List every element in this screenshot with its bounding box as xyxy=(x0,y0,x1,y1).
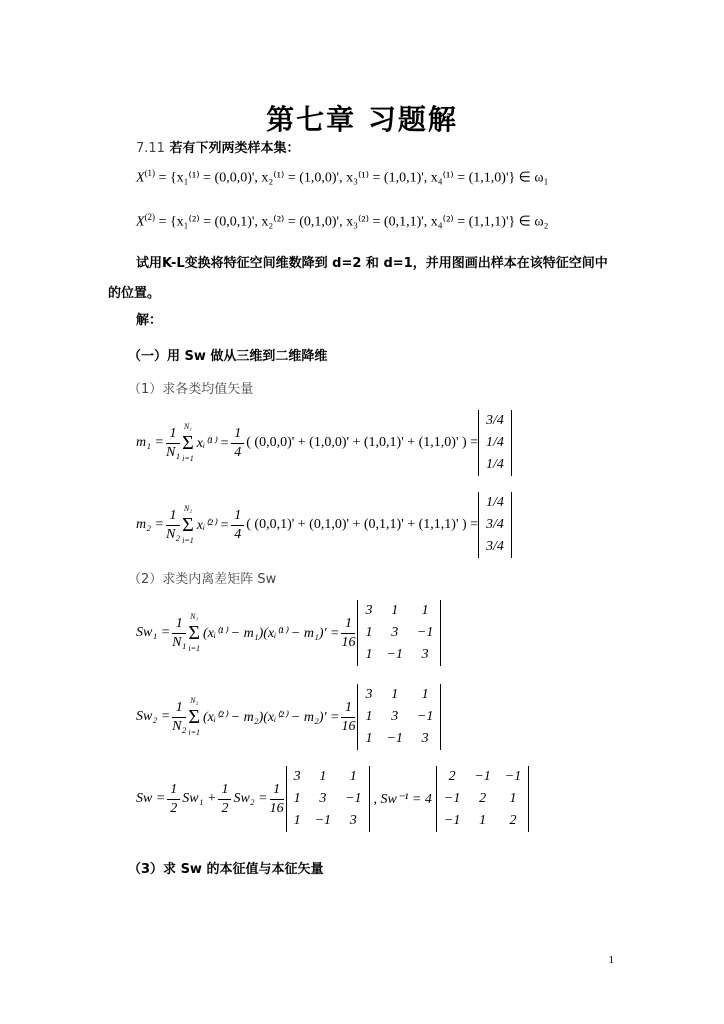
m1-sum-body: xᵢ⁽¹⁾ = xyxy=(196,435,230,451)
part1-heading: （一）用 Sw 做从三维到二维降维 xyxy=(128,349,328,364)
sw-inverse-matrix xyxy=(436,766,529,832)
sw1-lhs: Sw₁ = xyxy=(136,625,171,640)
swi-m11: 2 xyxy=(479,791,487,806)
m1-result-1: 1/4 xyxy=(486,435,504,450)
problem-statement: 若有下列两类样本集： xyxy=(169,141,300,156)
set2-sup: (2) xyxy=(144,212,156,222)
set2-lhs: X xyxy=(136,214,145,230)
m2-result-2: 3/4 xyxy=(486,539,504,554)
sw1-coef xyxy=(172,615,186,652)
sw2-m21: −1 xyxy=(386,731,403,746)
swi-m02: −1 xyxy=(504,769,522,784)
m2-sum: N₂ Σ i=1 xyxy=(182,504,194,545)
sw1-frac xyxy=(341,615,355,652)
m2-coef-num: 1 xyxy=(166,507,180,526)
m1-result-vector xyxy=(478,410,512,476)
m1-coef-num: 1 xyxy=(166,425,180,444)
sw1-sum-bottom: i=1 xyxy=(188,644,200,653)
sw2-coef xyxy=(172,699,186,736)
sw1-coef-den: N₁ xyxy=(172,634,187,650)
sw-m00: 3 xyxy=(293,769,301,784)
sw2-sum-top: N₂ xyxy=(190,696,199,705)
m2-frac-den: 4 xyxy=(234,526,242,542)
sw1-m21: −1 xyxy=(386,647,403,662)
sw2-m20: 1 xyxy=(365,731,373,746)
m2-sum-top: N₂ xyxy=(183,504,193,513)
swi-m10: −1 xyxy=(443,791,461,806)
m2-lhs: m₂ = xyxy=(136,517,164,532)
m1-result-2: 1/4 xyxy=(486,457,504,472)
m2-vectors: ( (0,0,1)' + (0,1,0)' + (0,1,1)' + (1,1,1)' ) = xyxy=(246,517,479,532)
sw-lhs: Sw = xyxy=(136,791,166,806)
sw2-lhs: Sw₂ = xyxy=(136,709,171,724)
sw1-m22: 3 xyxy=(421,647,429,662)
sw2-m02: 1 xyxy=(421,687,429,702)
m1-sum: N₁ Σ i=1 xyxy=(182,422,194,463)
sw-m12: −1 xyxy=(345,791,362,806)
set2-body: = {x₁⁽²⁾ = (0,0,1)', x₂⁽²⁾ = (0,1,0)', x₃⁽²⁾ = (0,1,1)', x₄⁽²⁾ = (1,1,1)'} ∈ ω₂ xyxy=(155,214,549,230)
sw1-sum-top: N₁ xyxy=(190,612,199,621)
sw1-coef-num: 1 xyxy=(172,615,186,634)
m1-frac-num: 1 xyxy=(231,425,244,444)
sw1-m20: 1 xyxy=(365,647,373,662)
sw-half-2-num: 1 xyxy=(218,781,231,800)
sw2-coef-den: N₂ xyxy=(172,718,187,734)
sw2-sum: N₂ Σ i=1 xyxy=(188,696,201,737)
scatter-matrix-sw xyxy=(136,766,529,832)
sw-frac-den: 16 xyxy=(269,800,284,816)
sw2-coef-num: 1 xyxy=(172,699,186,718)
m1-sum-bottom: i=1 xyxy=(182,454,194,463)
m1-result-0: 3/4 xyxy=(486,413,504,428)
problem-number: 7.11 xyxy=(136,141,165,156)
swi-m01: −1 xyxy=(474,769,491,784)
sw2-m10: 1 xyxy=(365,709,373,724)
sw1-m10: 1 xyxy=(365,625,373,640)
sw1-m00: 3 xyxy=(365,603,373,618)
m1-frac xyxy=(231,425,244,462)
sw-m02: 1 xyxy=(349,769,357,784)
task-line-2: 的位置。 xyxy=(108,286,161,301)
scatter-matrix-sw1 xyxy=(136,600,441,666)
page-number: 1 xyxy=(608,954,614,966)
sw1-m12: −1 xyxy=(416,625,434,640)
sw-m01: 1 xyxy=(319,769,327,784)
m2-sum-body: xᵢ⁽²⁾ = xyxy=(196,517,230,533)
sw2-matrix xyxy=(357,684,441,750)
step2-heading: （2）求类内离差矩阵 Sw xyxy=(128,572,277,587)
problem-header xyxy=(136,137,300,156)
mean-vector-m2 xyxy=(136,492,512,558)
sw2-frac-den: 16 xyxy=(341,718,356,734)
sw-term2: Sw₂ = xyxy=(233,791,268,806)
m2-sum-bottom: i=1 xyxy=(182,536,194,545)
set1-lhs: X xyxy=(136,170,145,186)
sw1-m02: 1 xyxy=(421,603,429,618)
set1-body: = {x₁⁽¹⁾ = (0,0,0)', x₂⁽¹⁾ = (1,0,0)', x₃⁽¹⁾ = (1,0,1)', x₄⁽¹⁾ = (1,1,0)'} ∈ ω₁ xyxy=(155,170,549,186)
step3-heading: （3）求 Sw 的本征值与本征矢量 xyxy=(128,862,324,877)
m2-result-1: 3/4 xyxy=(486,517,504,532)
sw1-sum: N₁ Σ i=1 xyxy=(188,612,201,653)
m1-vectors: ( (0,0,0)' + (1,0,0)' + (1,0,1)' + (1,1,0)' ) = xyxy=(246,435,479,450)
m1-coef xyxy=(166,425,180,462)
sw2-frac-num: 1 xyxy=(341,699,355,718)
sw-m10: 1 xyxy=(293,791,301,806)
sw-m22: 3 xyxy=(349,813,357,828)
sw2-body: (xᵢ⁽²⁾ − m₂)(xᵢ⁽²⁾ − m₂)' = xyxy=(203,709,340,725)
sw2-sum-bottom: i=1 xyxy=(188,728,200,737)
m1-lhs: m₁ = xyxy=(136,435,164,450)
sw1-m11: 3 xyxy=(391,625,399,640)
sw-term1: Sw₁ + xyxy=(182,791,217,806)
swi-m20: −1 xyxy=(443,813,461,828)
sw-matrix xyxy=(286,766,370,832)
sw1-frac-num: 1 xyxy=(341,615,355,634)
sw1-frac-den: 16 xyxy=(341,634,356,650)
mean-vector-m1 xyxy=(136,410,512,476)
sw-m21: −1 xyxy=(314,813,332,828)
step1-heading: （1）求各类均值矢量 xyxy=(128,382,254,397)
scatter-matrix-sw2 xyxy=(136,684,441,750)
sw2-m22: 3 xyxy=(421,731,429,746)
sw-half-1-num: 1 xyxy=(167,781,180,800)
m2-frac xyxy=(231,507,244,544)
sample-set-1 xyxy=(136,168,548,187)
sw-half-1-den: 2 xyxy=(170,800,178,816)
sample-set-2 xyxy=(136,212,548,231)
m1-frac-den: 4 xyxy=(234,444,242,460)
m1-sum-top: N₁ xyxy=(183,422,193,431)
sw2-m12: −1 xyxy=(416,709,434,724)
m2-result-vector xyxy=(478,492,512,558)
task-line-1: 试用K-L变换将特征空间维数降到 d=2 和 d=1，并用图画出样本在该特征空间中 xyxy=(136,256,608,271)
m2-coef xyxy=(166,507,180,544)
sw-half-1 xyxy=(167,781,180,818)
sw-half-2 xyxy=(218,781,231,818)
sw-inv-lhs: , Sw⁻¹ = 4 xyxy=(373,791,432,807)
swi-m12: 1 xyxy=(509,791,517,806)
sw1-matrix xyxy=(357,600,441,666)
sw-m20: 1 xyxy=(293,813,301,828)
m1-coef-den: N₁ xyxy=(165,444,181,460)
sw-half-2-den: 2 xyxy=(221,800,229,816)
sw-frac-num: 1 xyxy=(270,781,284,800)
swi-m22: 2 xyxy=(509,813,517,828)
sw-m11: 3 xyxy=(319,791,327,806)
sw2-m00: 3 xyxy=(365,687,373,702)
m2-result-0: 1/4 xyxy=(486,495,504,510)
solution-label: 解： xyxy=(136,313,163,328)
sw2-frac xyxy=(341,699,355,736)
sw2-m11: 3 xyxy=(391,709,399,724)
page-title: 第七章 习题解 xyxy=(266,103,458,136)
sw1-body: (xᵢ⁽¹⁾ − m₁)(xᵢ⁽¹⁾ − m₁)' = xyxy=(203,625,340,641)
swi-m00: 2 xyxy=(448,769,456,784)
set1-sup: (1) xyxy=(144,168,156,178)
m2-coef-den: N₂ xyxy=(165,526,181,542)
sw-frac xyxy=(270,781,284,818)
m2-frac-num: 1 xyxy=(231,507,244,526)
sw1-m01: 1 xyxy=(391,603,399,618)
swi-m21: 1 xyxy=(479,813,487,828)
sw2-m01: 1 xyxy=(391,687,399,702)
